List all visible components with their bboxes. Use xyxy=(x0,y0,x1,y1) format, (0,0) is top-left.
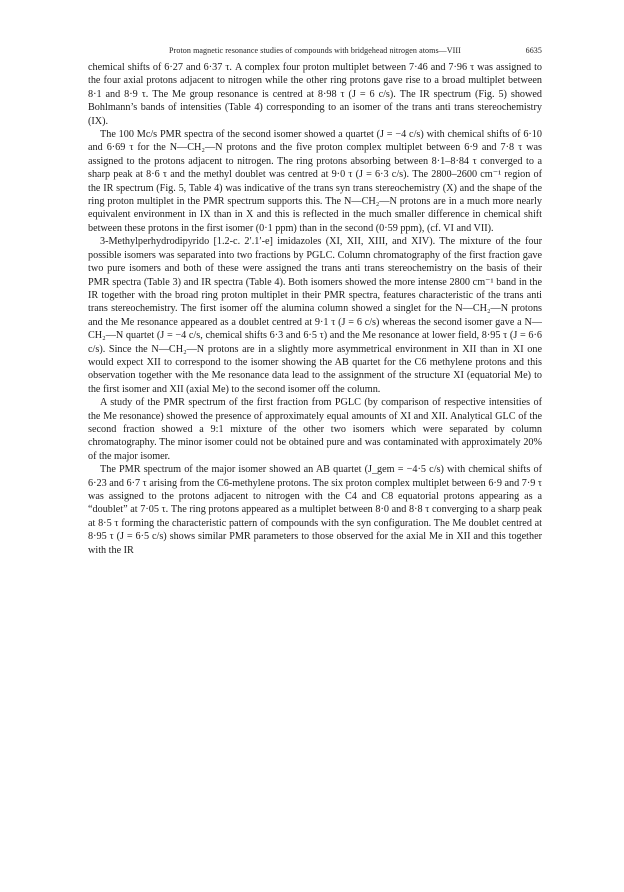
paragraph: 3-Methylperhydrodipyrido [1.2-c. 2′.1′-e] imidazoles (XI, XII, XIII, and XIV). The mixture of the four possible isomers was separated into two fractions by PGLC. Column chromatography of the first fraction gave two pure isomers and both of these were assigned the trans anti trans stereochemistry on the basis of their PMR spectra (Table 3) and IR spectra (Table 4). Both isomers showed the more intense 2800 cm⁻¹ band in the IR together with the broad ring proton multiplet in their PMR spectra, features characteristic of the trans anti trans stereochemistry. The first isomer off the alumina column showed a singlet for the N—CH₂—N protons and the Me resonance appeared as a doublet centred at 9·1 τ (J = 6 c/s) whereas the second isomer gave a N—CH₂—N quartet (J = −4 c/s, chemical shifts 6·3 and 6·5 τ) and the Me resonance at lower field, 8·95 τ (J = 6·6 c/s). Since the N—CH₂—N protons are in a slightly more asymmetrical environment in XII than in XI one would expect XII to correspond to the isomer showing the AB quartet for the C6 methylene protons and this observation together with the Me resonance data lead to the assignment of the structure XI (equatorial Me) to the first isomer and XII (axial Me) to the second isomer off the column. xyxy=(88,236,542,395)
article-body xyxy=(88,61,542,557)
page-number: 6635 xyxy=(525,46,542,55)
journal-page xyxy=(88,46,542,557)
paragraph: The 100 Mc/s PMR spectra of the second isomer showed a quartet (J = −4 c/s) with chemical shifts of 6·10 and 6·69 τ for the N—CH₂—N protons and the five proton complex multiplet between 6·9 and 7·8 τ was assigned to the protons adjacent to nitrogen. The ring protons absorbing between 8·1–8·84 τ converged to a sharp peak at 8·6 τ and the methyl doublet was centred at 9·0 τ (J = 6·3 c/s). The 2800–2600 cm⁻¹ region of the IR spectrum (Fig. 5, Table 4) was indicative of the trans syn trans stereochemistry (X) and the shape of the ring proton multiplet in the PMR spectrum supports this. The N—CH₂—N protons are in a much more nearly equivalent environment in IX than in X and this is reflected in the much smaller difference in chemical shift between these protons in the first isomer (0·1 ppm) than in the second (0·59 ppm), (cf. VI and VII). xyxy=(88,129,542,234)
paragraph: The PMR spectrum of the major isomer showed an AB quartet (J_gem = −4·5 c/s) with chemical shifts of 6·23 and 6·7 τ arising from the C6-methylene protons. The six proton complex multiplet between 6·9 and 7·9 τ was assigned to the protons adjacent to nitrogen with the C4 and C8 equatorial protons appearing as a “doublet” at 7·05 τ. The ring protons appeared as a multiplet between 8·0 and 8·8 τ converging to a sharp peak at 8·5 τ forming the characteristic pattern of compounds with the syn configuration. The Me doublet centred at 8·95 τ (J = 6·5 c/s) shows similar PMR parameters to those observed for the axial Me in XII and this together with the IR xyxy=(88,464,542,556)
paragraph: A study of the PMR spectrum of the first fraction from PGLC (by comparison of respective intensities of the Me resonance) showed the presence of approximately equal amounts of XI and XII. Analytical GLC of the second fraction showed a 9:1 mixture of the other two isomers which were separated by column chromatography. The minor isomer could not be obtained pure and was contaminated with approximately 20% of the major isomer. xyxy=(88,397,542,462)
running-header xyxy=(88,46,542,60)
paragraph: chemical shifts of 6·27 and 6·37 τ. A complex four proton multiplet between 7·46 and 7·96 τ was assigned to the four axial protons adjacent to nitrogen while the other ring protons gave rise to a broad multiplet between 8·1 and 8·9 τ. The Me group resonance is centred at 8·98 τ (J = 6 c/s). The IR spectrum (Fig. 5) showed Bohlmann’s bands of intensities (Table 4) corresponding to an isomer of the trans anti trans stereochemistry (IX). xyxy=(88,62,542,127)
running-title: Proton magnetic resonance studies of compounds with bridgehead nitrogen atoms—VIII xyxy=(169,46,461,55)
